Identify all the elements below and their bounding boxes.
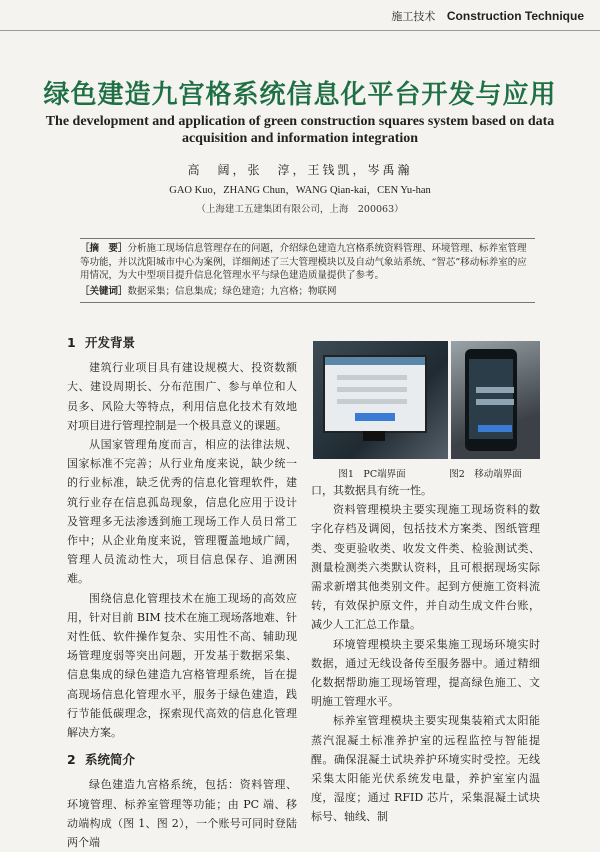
paragraph: 资料管理模块主要实现施工现场资料的数字化存档及调阅，包括技术方案类、图纸管理类、变更验收类、收发文件类、检验测试类、测量检测类六类默认资料，且可根据现场实际需求新增其他类别文件。起到方便施工资料流转，有效保护原文件，并自动生成文件台账，减少人工汇总工作量。	[311, 503, 540, 632]
paragraph: 建筑行业项目具有建设规模大、投资数额大、建设周期长、分布范围广、参与单位和人员多、风险大等特点，利用信息化技术有效地对项目进行管理控制是一个极具意义的课题。	[67, 361, 297, 432]
section-2-number: 2	[67, 752, 76, 768]
keywords	[80, 285, 535, 299]
running-header	[391, 8, 584, 24]
paragraph: 绿色建造九宫格系统，包括：资料管理、环境管理、标养室管理等功能；由 PC 端、移动端构成（图 1、图 2），一个账号可同时登陆两个端	[67, 778, 297, 850]
section-2-heading	[67, 750, 297, 769]
authors-zh: 高 阔，张 淳，王钱凯，岑禹瀚	[187, 163, 413, 177]
section-label-en: Construction Technique	[446, 9, 584, 23]
mobile-interface-figure	[451, 341, 540, 459]
keywords-label: ［关键词］	[80, 285, 128, 297]
paragraph: 围绕信息化管理技术在施工现场的高效应用，针对目前 BIM 技术在施工现场落地难、针对性低、软件操作复杂、实用性不高、辅助现场管理度弱等突出问题，开发基于数据采集、信息集成的绿色建造九宫格管理系统，旨在提高现场信息化管理水平，服务于绿色建造，践行节能低碳理念，探索现代高效的信息化管理解决方案。	[67, 591, 297, 740]
article-title-en: The development and application of green construction squares system based on data acquisition and information integration	[45, 114, 555, 146]
monitor-stand	[363, 431, 385, 441]
left-column	[67, 333, 297, 852]
abstract-label: ［摘 要］	[80, 243, 128, 254]
phone-illustration	[465, 349, 517, 451]
abstract-text: 分析施工现场信息管理存在的问题，介绍绿色建造九宫格系统资料管理、环境管理、标养室管理等功能，并以沈阳城市中心为案例，详细阐述了三大管理模块以及自动气象站系统、“智芯”移动标养室的应用情况，为大中型项目提升信息化管理水平与绿色建造质量提供了参考。	[80, 243, 527, 281]
header-rule	[0, 30, 600, 31]
article-title-zh: 绿色建造九宫格系统信息化平台开发与应用	[43, 80, 557, 110]
figures	[313, 341, 540, 459]
pc-interface-figure	[313, 341, 448, 459]
affiliation: （上海建工五建集团有限公司，上海 200063）	[196, 204, 404, 215]
section-label-zh: 施工技术	[391, 10, 436, 23]
paragraph: 标养室管理模块主要实现集装箱式太阳能蒸汽混凝土标准养护室的远程监控与智能提醒。确保混凝土试块养护环境实时受控。无线采集太阳能光伏系统发电量，养护室室内温度，湿度；通过 RFID 芯片，采集混凝土试块标号、轴线、制	[311, 714, 540, 824]
fig2-caption: 图2 移动端界面	[449, 469, 522, 480]
section-2-title: 系统简介	[85, 752, 136, 768]
figure-captions	[313, 466, 540, 480]
abstract	[80, 242, 535, 283]
right-column	[311, 481, 540, 827]
section-1-number: 1	[67, 335, 76, 350]
paragraph: 环境管理模块主要采集施工现场环境实时数据，通过无线设备传至服务器中。通过精细化数据帮助施工现场管理，提高绿色施工、文明施工管理水平。	[311, 637, 540, 709]
monitor-screen	[323, 355, 427, 433]
paragraph: 从国家管理角度而言，相应的法律法规、国家标准不完善；从行业角度来说，缺少统一的行业标准，缺乏优秀的信息化管理软件，建筑行业存在信息孤岛现象，信息化应用于设计及管理多无法渗透到施工现场工作人员日常工作中；从企业角度来说，管理覆盖地域广阔，管理人员流动性大，项目信息保存、追溯困难。	[67, 438, 297, 586]
section-1-heading	[67, 333, 297, 352]
paragraph-continuation: 口，其数据具有统一性。	[311, 484, 432, 497]
authors-en: GAO Kuo，ZHANG Chun，WANG Qian-kai，CEN Yu-han	[169, 185, 431, 196]
keywords-text: 数据采集；信息集成；绿色建造；九宫格；物联网	[127, 285, 337, 297]
section-1-title: 开发背景	[85, 335, 136, 350]
login-button-illustration	[355, 413, 395, 421]
fig1-caption: 图1 PC端界面	[338, 469, 406, 480]
abstract-box	[80, 238, 535, 303]
